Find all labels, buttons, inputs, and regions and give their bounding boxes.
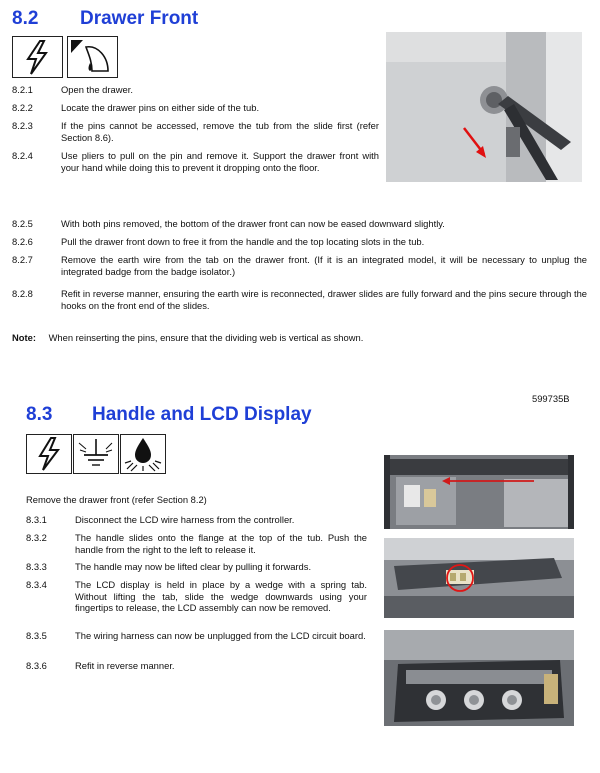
section-8-3-number: 8.3 bbox=[26, 404, 53, 425]
note-text: When reinserting the pins, ensure that the dividing web is vertical as shown. bbox=[48, 332, 364, 343]
step-number: 8.3.5 bbox=[26, 630, 47, 641]
step-number: 8.2.2 bbox=[12, 102, 33, 113]
step-text: The handle slides onto the flange at the top of the tub. Push the handle from the right to the left to release it. bbox=[75, 532, 367, 555]
step-number: 8.2.3 bbox=[12, 120, 33, 131]
step-text: The LCD display is held in place by a wedge with a spring tab. Without lifting the tab, slide the wedge downwards using your fingertips to release, the LCD assembly can now be removed. bbox=[75, 579, 367, 613]
section-8-3-intro: Remove the drawer front (refer Section 8.2) bbox=[26, 494, 207, 505]
electric-shock-icon bbox=[26, 434, 72, 474]
electric-shock-icon bbox=[12, 36, 63, 78]
lcd-assembly-photo bbox=[384, 630, 574, 726]
drawer-pin-photo bbox=[386, 32, 582, 182]
step-text: Refit in reverse manner. bbox=[75, 660, 175, 671]
step-number: 8.2.7 bbox=[12, 254, 33, 265]
step-number: 8.3.4 bbox=[26, 579, 47, 590]
step-text: Remove the earth wire from the tab on the drawer front. (If it is an integrated model, it will be necessary to unplug the integrated badge from the badge isolator.) bbox=[61, 254, 587, 277]
step-number: 8.2.1 bbox=[12, 84, 33, 95]
step-text: Refit in reverse manner, ensuring the earth wire is reconnected, drawer slides are fully forward and the pins secure through the hooks on the front end of the slides. bbox=[61, 288, 587, 311]
sharp-edge-icon bbox=[67, 36, 118, 78]
note-label: Note: bbox=[12, 332, 36, 343]
step-text: With both pins removed, the bottom of the drawer front can now be eased downward slightly. bbox=[61, 218, 445, 229]
section-8-2-number: 8.2 bbox=[12, 8, 39, 29]
step-text: The wiring harness can now be unplugged from the LCD circuit board. bbox=[75, 630, 366, 641]
section-8-3-title: Handle and LCD Display bbox=[92, 404, 312, 425]
document-reference: 599735B bbox=[532, 393, 570, 404]
step-text: Pull the drawer front down to free it from the handle and the top locating slots in the tub. bbox=[61, 236, 425, 247]
step-text: Open the drawer. bbox=[61, 84, 133, 95]
step-text: If the pins cannot be accessed, remove the tub from the slide first (refer Section 8.6). bbox=[61, 120, 379, 143]
note bbox=[12, 332, 588, 343]
step-number: 8.2.5 bbox=[12, 218, 33, 229]
step-text: The handle may now be lifted clear by pulling it forwards. bbox=[75, 561, 312, 572]
earth-ground-icon bbox=[73, 434, 119, 474]
step-text: Use pliers to pull on the pin and remove it. Support the drawer front with your hand while doing this to prevent it dropping onto the floor. bbox=[61, 150, 379, 173]
lcd-wedge-photo bbox=[384, 538, 574, 618]
step-number: 8.3.6 bbox=[26, 660, 47, 671]
controller-harness-photo bbox=[384, 455, 574, 529]
step-number: 8.3.1 bbox=[26, 514, 47, 525]
step-number: 8.3.3 bbox=[26, 561, 47, 572]
water-spray-icon bbox=[120, 434, 166, 474]
step-number: 8.3.2 bbox=[26, 532, 47, 543]
step-text: Disconnect the LCD wire harness from the controller. bbox=[75, 514, 295, 525]
section-8-2-title: Drawer Front bbox=[80, 8, 199, 29]
step-number: 8.2.4 bbox=[12, 150, 33, 161]
step-text: Locate the drawer pins on either side of the tub. bbox=[61, 102, 260, 113]
step-number: 8.2.6 bbox=[12, 236, 33, 247]
step-number: 8.2.8 bbox=[12, 288, 33, 299]
